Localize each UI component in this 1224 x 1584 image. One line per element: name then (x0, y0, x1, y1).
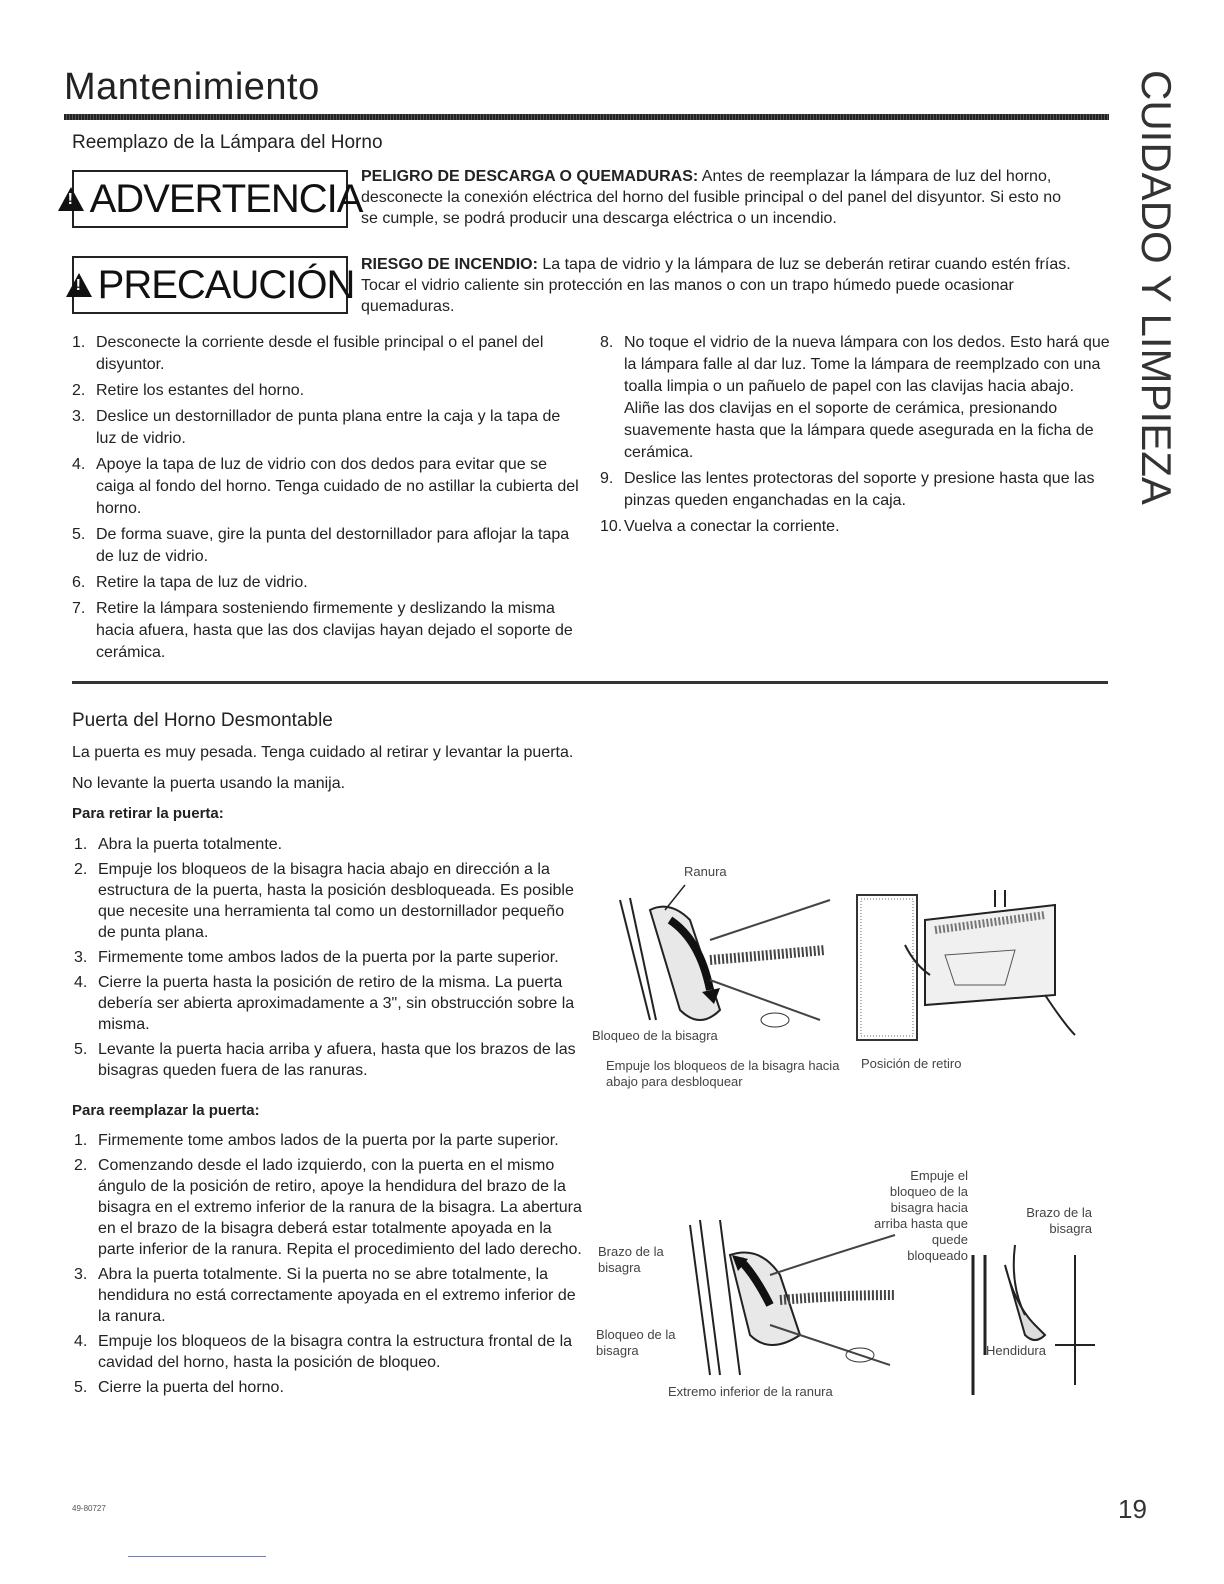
remove-door-steps (64, 834, 584, 1085)
lamp-section-subtitle: Reemplazo de la Lámpara del Horno (72, 132, 383, 153)
list-item-text: Abra la puerta totalmente. Si la puerta no se abre totalmente, la hendidura no está correctamente apoyada en el extremo inferior de la ranura. (98, 1266, 576, 1325)
caution-label: PRECAUCIÓN (97, 262, 355, 307)
caption-removal-position: Posición de retiro (861, 1056, 962, 1071)
list-item (590, 332, 1110, 464)
list-item (64, 1039, 584, 1081)
lamp-steps-left (62, 332, 582, 668)
door-removal-illustration (855, 885, 1080, 1045)
list-item (64, 1331, 584, 1373)
list-item-number: 3. (74, 1266, 88, 1283)
section-tab-vertical: CUIDADO Y LIMPIEZA (1133, 70, 1180, 505)
list-item (62, 572, 582, 594)
list-item (64, 1130, 584, 1151)
list-item-text: Deslice las lentes protectoras del soporte y presione hasta que las pinzas queden enganchadas en la caja. (624, 470, 1095, 509)
door-para-weight: La puerta es muy pesada. Tenga cuidado al retirar y levantar la puerta. (72, 744, 574, 761)
caption-lower-end: Extremo inferior de la ranura (668, 1384, 833, 1399)
list-item-text: Cierre la puerta hasta la posición de retiro de la misma. La puerta debería ser abierta aproximadamente a 3", sin obstrucción sobre la misma. (98, 974, 575, 1033)
list-item-number: 2. (74, 861, 88, 878)
page-title: Mantenimiento (64, 66, 320, 108)
list-item-number: 3. (72, 408, 86, 425)
caution-label-box (72, 256, 355, 314)
warning-label-box (72, 170, 363, 228)
footer-link-underline (128, 1556, 266, 1557)
label-brazo-bisagra-2: Brazo de la bisagra (1026, 1205, 1092, 1236)
warning-body: Antes de reemplazar la lámpara de luz del horno, desconecte la conexión eléctrica del horno del fusible principal o del panel del disyuntor. Si esto no se cumple, se podrá producir una descarga eléctrica o un incendio. (361, 168, 1061, 227)
list-item (64, 1264, 584, 1327)
list-item (62, 454, 582, 520)
hinge-lock-illustration (965, 1225, 1105, 1395)
list-item-number: 8. (600, 334, 614, 351)
label-bloqueo-bisagra-1: Bloqueo de la bisagra (592, 1028, 718, 1043)
list-item-text: Firmemente tome ambos lados de la puerta por la parte superior. (98, 949, 559, 966)
list-item-text: Retire la lámpara sosteniendo firmemente y deslizando la misma hacia afuera, hasta que las dos clavijas hayan dejado el soporte de cerámica. (96, 600, 573, 661)
caution-text (361, 254, 1081, 317)
list-item-text: Empuje los bloqueos de la bisagra hacia abajo en dirección a la estructura de la puerta, hasta la posición desbloqueada. Es posible que necesite una herramienta tal como un destornillador pequeño de punta plana. (98, 861, 574, 941)
list-item-number: 10. (600, 518, 623, 535)
label-hendidura: Hendidura (986, 1343, 1046, 1358)
door-section-subtitle: Puerta del Horno Desmontable (72, 710, 333, 731)
page-number: 19 (1118, 1494, 1147, 1524)
hinge-slot-illustration (660, 1215, 900, 1380)
list-item-number: 2. (72, 382, 86, 399)
list-item-number: 3. (74, 949, 88, 966)
list-item-text: Desconecte la corriente desde el fusible principal o el panel del disyuntor. (96, 334, 544, 373)
list-item-text: Apoye la tapa de luz de vidrio con dos dedos para evitar que se caiga al fondo del horno. Tenga cuidado de no astillar la cubierta del horno. (96, 456, 579, 517)
hinge-unlock-illustration (610, 880, 840, 1030)
list-item (64, 947, 584, 968)
list-item-number: 1. (72, 334, 86, 351)
warning-label: ADVERTENCIA (89, 176, 363, 221)
list-item-text: No toque el vidrio de la nueva lámpara con los dedos. Esto hará que la lámpara falle al dar luz. Tome la lámpara de reemplzado con una toalla limpia o un pañuelo de papel con las clavijas hacia abajo. Aliñe las dos clavijas en el soporte de cerámica, presionando suavemente hasta que la lámpara quede asegurada en la ficha de cerámica. (624, 334, 1110, 461)
list-item-text: Firmemente tome ambos lados de la puerta por la parte superior. (98, 1132, 559, 1149)
warning-heading: PELIGRO DE DESCARGA O QUEMADURAS: (361, 168, 699, 185)
remove-door-heading: Para retirar la puerta: (72, 805, 224, 822)
lamp-steps-right (590, 332, 1110, 542)
list-item (62, 380, 582, 402)
caution-triangle-icon (66, 273, 92, 297)
list-item-text: Comenzando desde el lado izquierdo, con la puerta en el mismo ángulo de la posición de retiro, apoye la hendidura del brazo de la bisagra en el extremo inferior de la ranura de la bisagra. La abertura en el brazo de la bisagra deberá estar totalmente apoyada en la parte inferior de la ranura. Repita el procedimiento del lado derecho. (98, 1157, 582, 1258)
list-item (64, 1155, 584, 1260)
label-empuje-bloqueo: Empuje el bloqueo de la bisagra hacia arriba hasta que quede bloqueado (874, 1168, 968, 1263)
list-item-text: Vuelva a conectar la corriente. (624, 518, 840, 535)
label-brazo-bisagra-1: Brazo de la bisagra (598, 1244, 664, 1275)
document-id: 49-80727 (72, 1504, 106, 1513)
list-item-number: 2. (74, 1157, 88, 1174)
warning-text (361, 166, 1081, 229)
list-item-text: Deslice un destornillador de punta plana entre la caja y la tapa de luz de vidrio. (96, 408, 561, 447)
section-divider (72, 681, 1108, 684)
list-item-number: 5. (72, 526, 86, 543)
list-item-number: 1. (74, 836, 88, 853)
warning-triangle-icon (58, 187, 84, 211)
list-item (590, 468, 1110, 512)
list-item-number: 5. (74, 1041, 88, 1058)
list-item-text: De forma suave, gire la punta del destornillador para aflojar la tapa de luz de vidrio. (96, 526, 570, 565)
list-item (62, 524, 582, 568)
list-item-text: Cierre la puerta del horno. (98, 1379, 284, 1396)
list-item-number: 9. (600, 470, 614, 487)
label-ranura: Ranura (684, 864, 727, 879)
list-item-number: 1. (74, 1132, 88, 1149)
label-bloqueo-bisagra-2: Bloqueo de la bisagra (596, 1327, 676, 1358)
list-item (62, 598, 582, 664)
list-item (64, 1377, 584, 1398)
list-item-number: 4. (74, 974, 88, 991)
caution-heading: RIESGO DE INCENDIO: (361, 256, 538, 273)
list-item-text: Empuje los bloqueos de la bisagra contra la estructura frontal de la cavidad del horno, hasta la posición de bloqueo. (98, 1333, 573, 1371)
list-item-text: Retire la tapa de luz de vidrio. (96, 574, 308, 591)
list-item-number: 4. (74, 1333, 88, 1350)
list-item-number: 5. (74, 1379, 88, 1396)
replace-door-steps (64, 1130, 584, 1402)
list-item (62, 406, 582, 450)
list-item-number: 4. (72, 456, 86, 473)
door-para-handle: No levante la puerta usando la manija. (72, 775, 346, 792)
caution-body: La tapa de vidrio y la lámpara de luz se deberán retirar cuando estén frías. Tocar el vidrio caliente sin protección en las manos o con un trapo húmedo puede ocasionar quemaduras. (361, 256, 1071, 315)
list-item-number: 6. (72, 574, 86, 591)
list-item-text: Abra la puerta totalmente. (98, 836, 283, 853)
list-item-number: 7. (72, 600, 86, 617)
list-item-text: Levante la puerta hacia arriba y afuera, hasta que los brazos de las bisagras queden fuera de las ranuras. (98, 1041, 576, 1079)
caption-unlock: Empuje los bloqueos de la bisagra hacia abajo para desbloquear (606, 1058, 840, 1089)
list-item (62, 332, 582, 376)
replace-door-heading: Para reemplazar la puerta: (72, 1102, 260, 1119)
list-item (64, 834, 584, 855)
list-item (590, 516, 1110, 538)
list-item (64, 859, 584, 943)
list-item-text: Retire los estantes del horno. (96, 382, 305, 399)
title-rule (64, 114, 1109, 120)
list-item (64, 972, 584, 1035)
